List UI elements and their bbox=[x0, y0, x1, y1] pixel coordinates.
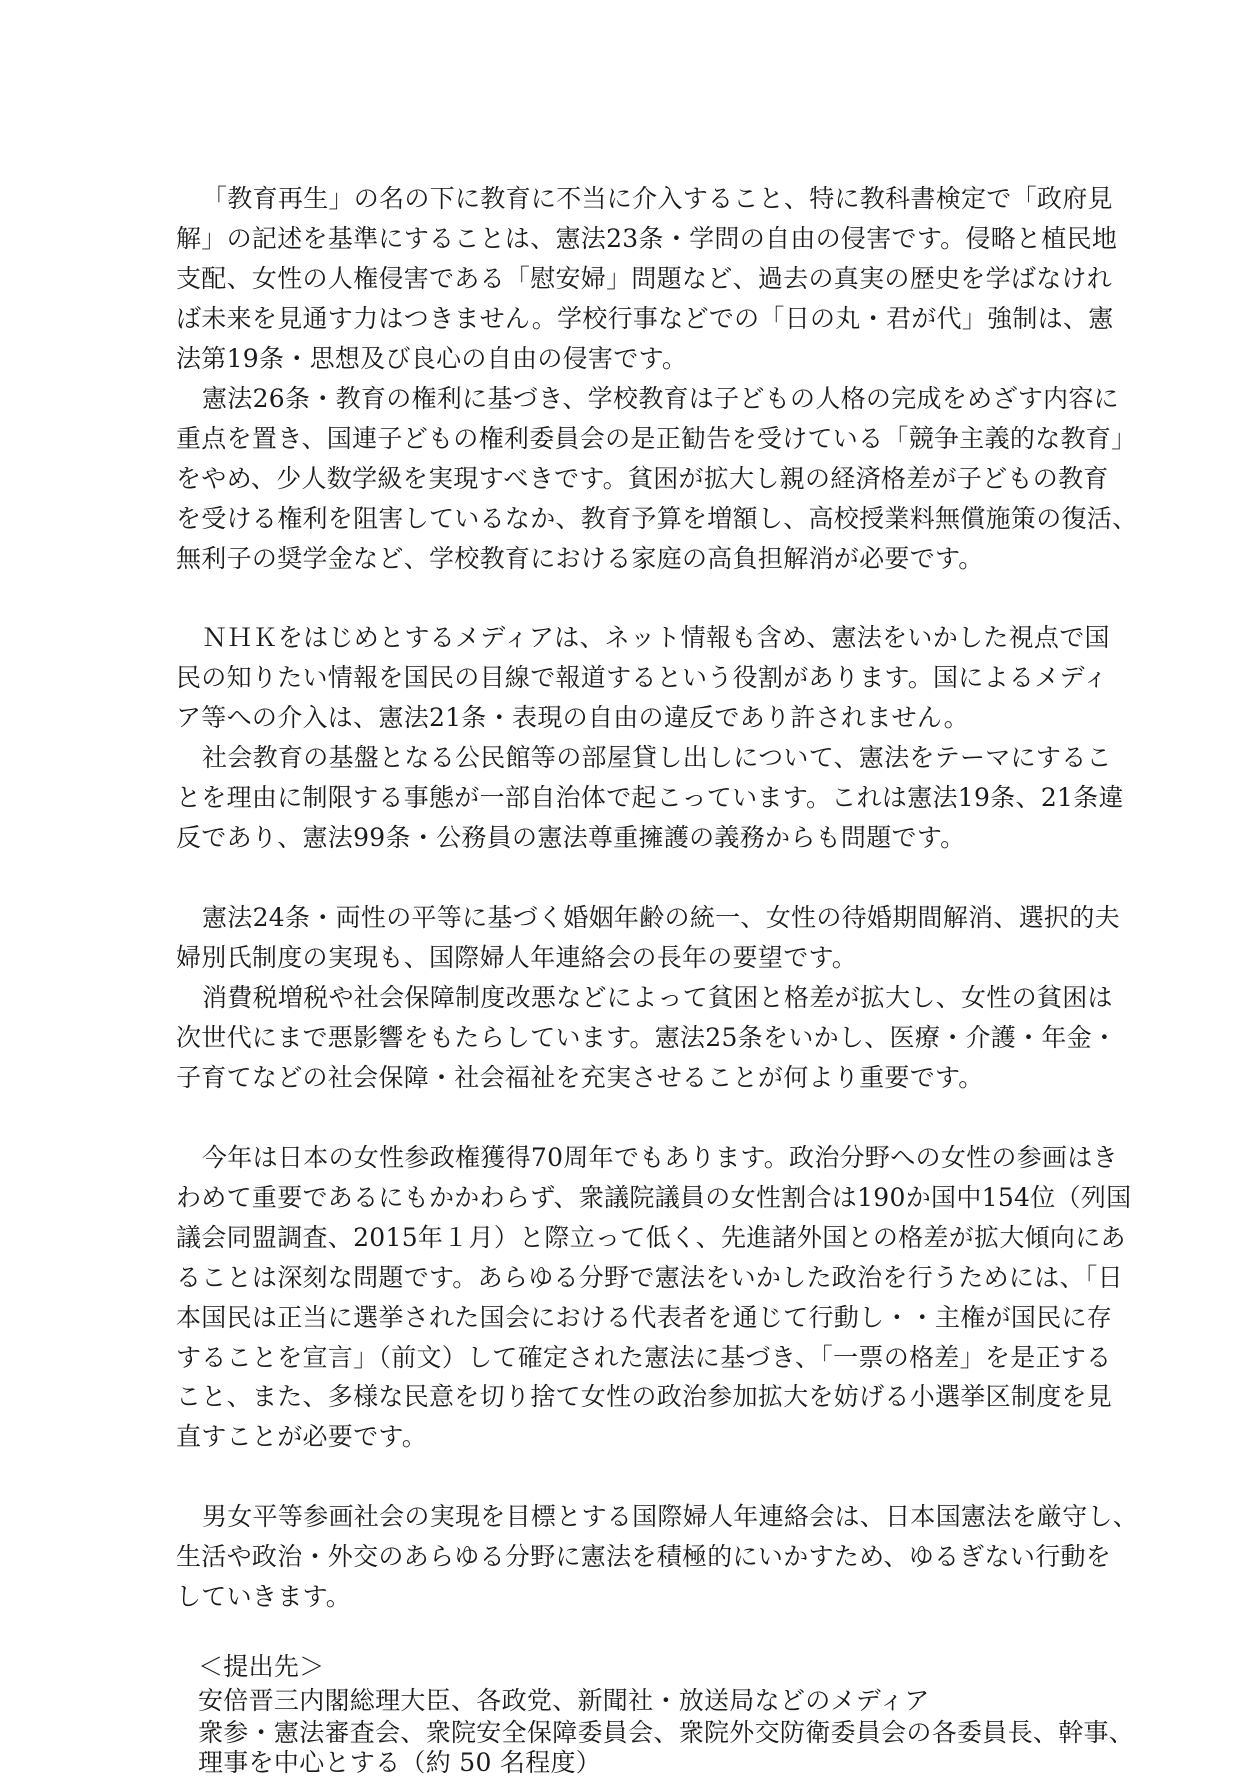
text-line: をやめ、少人数学級を実現すべきです。貧困が拡大し親の経済格差が子どもの教育 bbox=[176, 463, 1109, 493]
text-line: 消費税増税や社会保障制度改悪などによって貧困と格差が拡大し、女性の貧困は bbox=[202, 983, 1113, 1012]
text-line: 憲法26条・教育の権利に基づき、学校教育は子どもの人格の完成をめざす内容に bbox=[202, 383, 1119, 413]
text-line: 無利子の奨学金など、学校教育における家庭の高負担解消が必要です。 bbox=[176, 543, 984, 573]
text-line: 次世代にまで悪影響をもたらしています。憲法25条をいかし、医療・介護・年金・ bbox=[176, 1022, 1118, 1052]
text-line: 反であり、憲法99条・公務員の憲法尊重擁護の義務からも問題です。 bbox=[176, 823, 966, 853]
text-line: 支配、女性の人権侵害である「慰安婦」問題など、過去の真実の歴史を学ばなけれ bbox=[176, 263, 1113, 293]
text-line: 婦別氏制度の実現も、国際婦人年連絡会の長年の要望です。 bbox=[176, 943, 858, 972]
text-line: ることは深刻な問題です。あらゆる分野で憲法をいかした政治を行うためには、「日 bbox=[176, 1262, 1123, 1292]
text-line: を受ける権利を阻害しているなか、教育予算を増額し、高校授業料無償施策の復活、 bbox=[176, 503, 1138, 533]
text-line: 生活や政治・外交のあらゆる分野に憲法を積極的にいかすため、ゆるぎない行動を bbox=[176, 1542, 1112, 1572]
text-line: ば未来を見通す力はつきません。学校行事などでの「日の丸・君が代」強制は、憲 bbox=[176, 303, 1114, 333]
text-line: ＮＨＫをはじめとするメディアは、ネット情報も含め、憲法をいかした視点で国 bbox=[202, 623, 1110, 653]
submission-recipient: 安倍晋三内閣総理大臣、各政党、新聞社・放送局などのメディア bbox=[198, 1686, 930, 1715]
text-line: 本国民は正当に選挙された国会における代表者を通じて行動し・・主権が国民に存 bbox=[176, 1302, 1113, 1332]
text-line: 重点を置き、国連子どもの権利委員会の是正勧告を受けている「競争主義的な教育」 bbox=[176, 423, 1137, 453]
text-line: ア等への介入は、憲法21条・表現の自由の違反であり許されません。 bbox=[176, 703, 969, 733]
submission-recipient: 理事を中心とする（約 50 名程度） bbox=[198, 1748, 602, 1777]
text-line: 子育てなどの社会保障・社会福祉を充実させることが何より重要です。 bbox=[176, 1062, 984, 1092]
text-line: 法第19条・思想及び良心の自由の侵害です。 bbox=[176, 343, 688, 373]
submission-recipient: 衆参・憲法審査会、衆院安全保障委員会、衆院外交防衛委員会の各委員長、幹事、 bbox=[198, 1718, 1135, 1747]
text-line: 直すことが必要です。 bbox=[176, 1422, 428, 1452]
text-line: することを宣言」（前文）して確定された憲法に基づき、「一票の格差」を是正する bbox=[176, 1342, 1112, 1372]
text-line: とを理由に制限する事態が一部自治体で起こっています。これは憲法19条、21条違 bbox=[176, 783, 1124, 813]
text-line: 憲法24条・両性の平等に基づく婚姻年齢の統一、女性の待婚期間解消、選択的夫 bbox=[202, 903, 1120, 933]
text-line: こと、また、多様な民意を切り捨て女性の政治参加拡大を妨げる小選挙区制度を見 bbox=[176, 1382, 1113, 1412]
submission-heading: ＜提出先＞ bbox=[198, 1652, 325, 1682]
text-line: 民の知りたい情報を国民の目線で報道するという役割があります。国によるメディ bbox=[176, 663, 1109, 693]
text-line: 社会教育の基盤となる公民館等の部屋貸し出しについて、憲法をテーマにするこ bbox=[202, 743, 1112, 773]
text-line: 今年は日本の女性参政権獲得70周年でもあります。政治分野への女性の参画はき bbox=[202, 1142, 1118, 1172]
text-line: 男女平等参画社会の実現を目標とする国際婦人年連絡会は、日本国憲法を厳守し、 bbox=[202, 1502, 1139, 1532]
text-line: していきます。 bbox=[176, 1582, 352, 1612]
text-line: わめて重要であるにもかかわらず、衆議院議員の女性割合は190か国中154位（列国 bbox=[176, 1182, 1132, 1212]
text-line: 議会同盟調査、2015年１月）と際立って低く、先進諸外国との格差が拡大傾向にあ bbox=[176, 1222, 1126, 1252]
text-line: 「教育再生」の名の下に教育に不当に介入すること、特に教科書検定で「政府見 bbox=[202, 184, 1113, 213]
text-line: 解」の記述を基準にすることは、憲法23条・学問の自由の侵害です。侵略と植民地 bbox=[176, 223, 1118, 253]
